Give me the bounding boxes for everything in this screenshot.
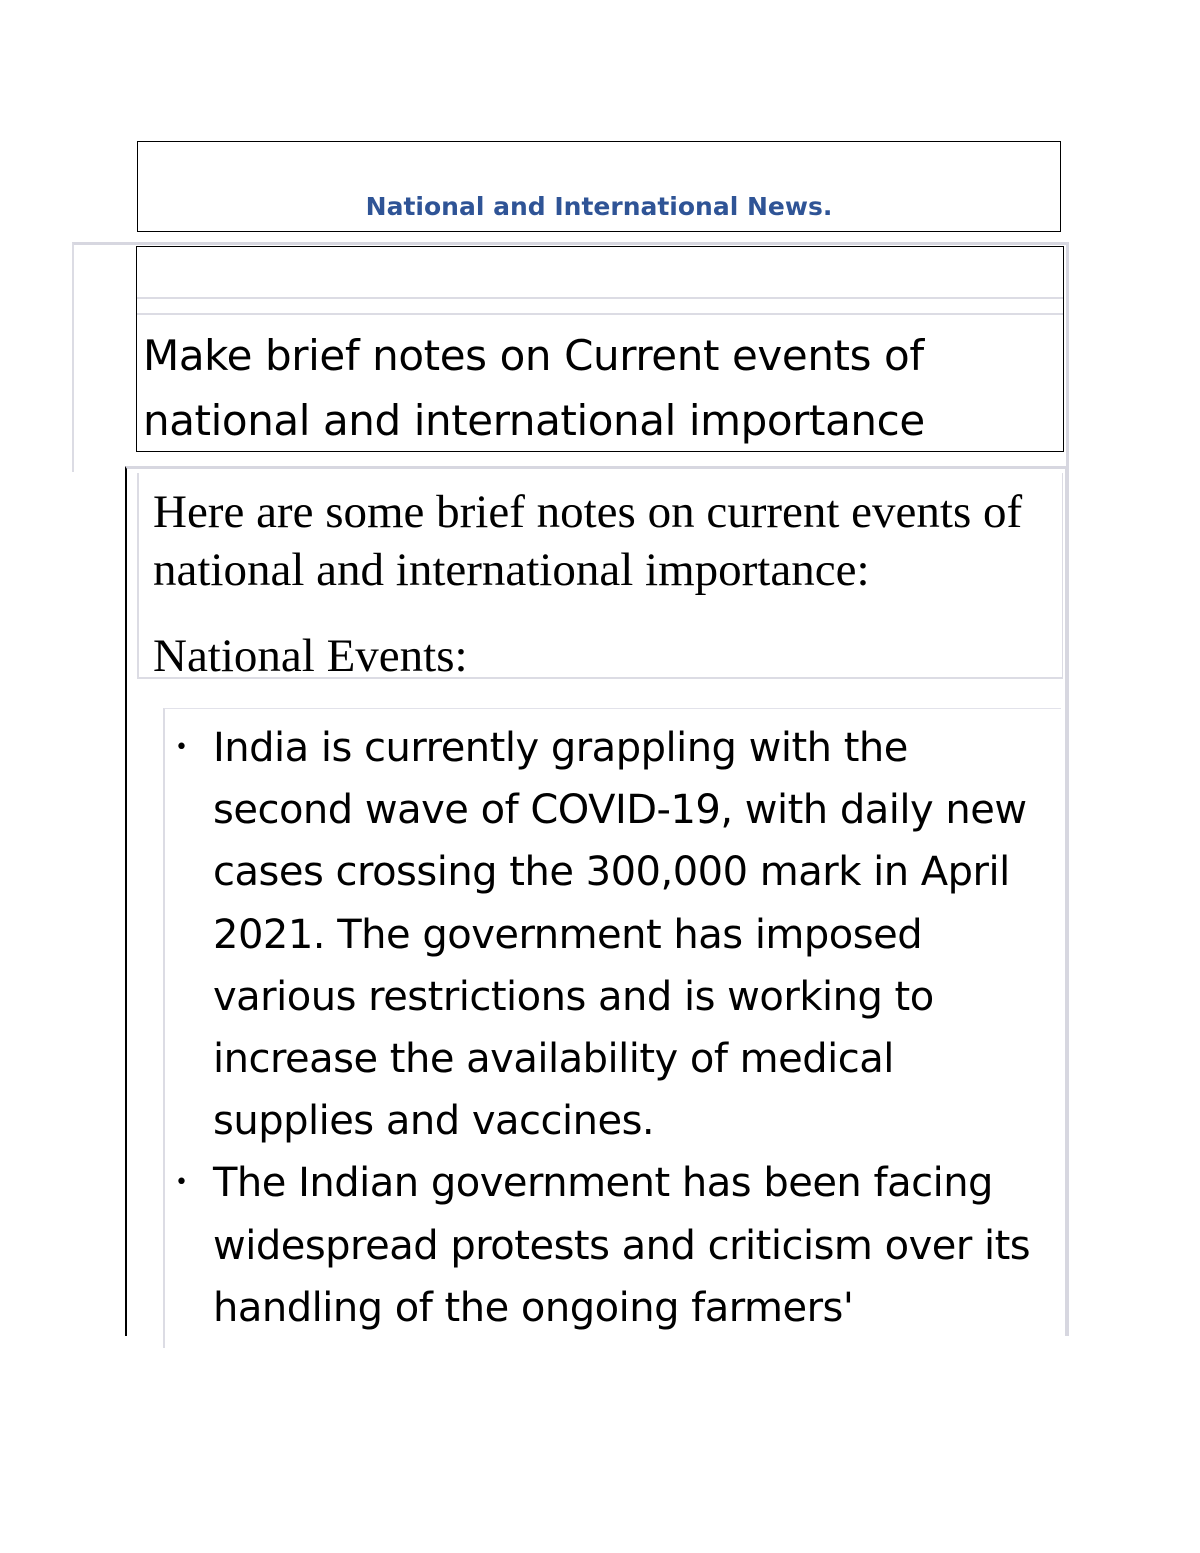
divider	[137, 297, 1063, 299]
answer-box	[125, 466, 1069, 1336]
bullet-icon: •	[175, 735, 188, 760]
list-item-text: India is currently grappling with the second wave of COVID-19, with daily new cases crossing the 300,000 mark in April 2021. The government has imposed various restrictions and is working to increase the availability of medical supplies and vaccines.	[213, 725, 1027, 1145]
prompt-text: Make brief notes on Current events of national and international importance	[143, 331, 925, 445]
page-title: National and International News.	[365, 192, 833, 221]
bullet-icon: •	[175, 1170, 188, 1196]
bullet-list-box	[163, 708, 1061, 1348]
list-item	[165, 717, 1045, 1152]
title-box	[137, 141, 1061, 232]
list-item	[165, 1152, 1045, 1339]
answer-intro: Here are some brief notes on current events of national and international importance:	[153, 486, 1023, 596]
divider	[137, 313, 1063, 315]
section-heading: National Events:	[153, 630, 468, 682]
bullet-list	[165, 717, 1045, 1339]
prompt-box	[136, 246, 1064, 452]
list-item-text: The Indian government has been facing widespread protests and criticism over its handling of the ongoing farmers'	[213, 1160, 1031, 1331]
answer-intro-box	[137, 473, 1063, 682]
